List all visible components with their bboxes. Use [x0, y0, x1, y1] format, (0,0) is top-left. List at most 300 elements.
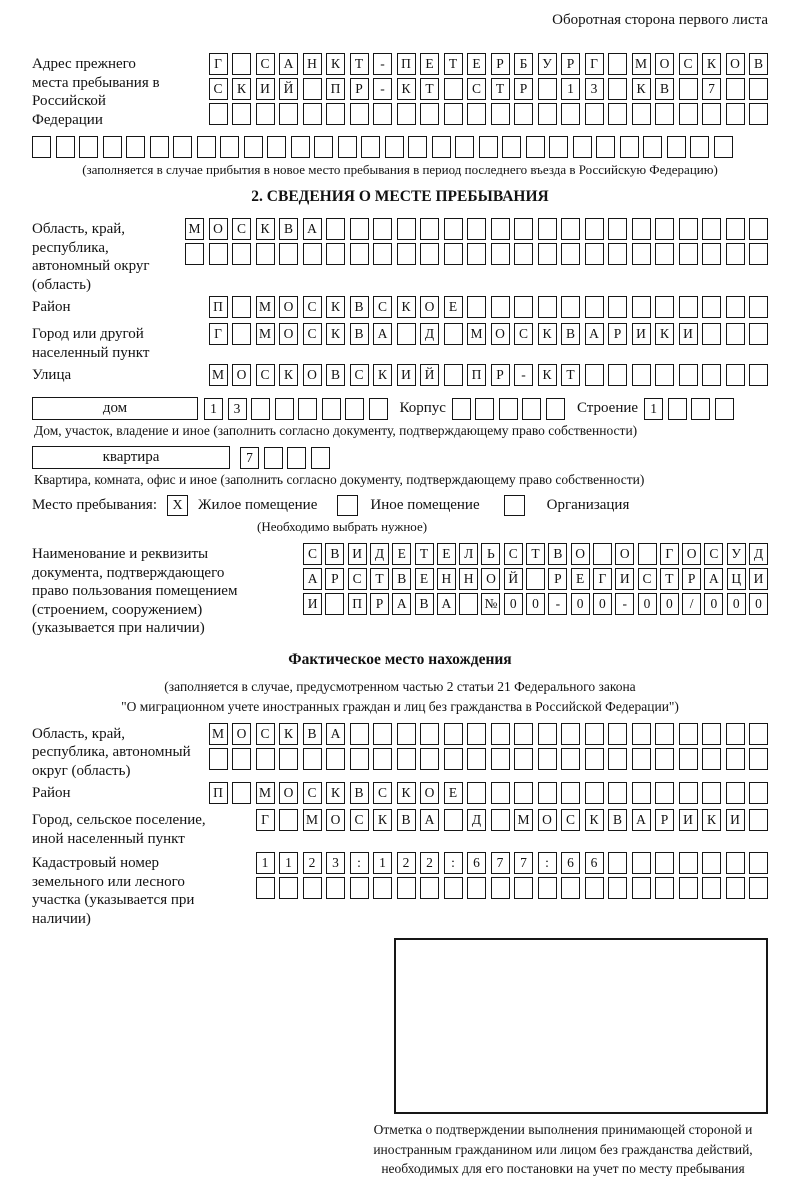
char-box[interactable] — [585, 782, 604, 804]
char-box[interactable]: Г — [256, 809, 275, 831]
char-box[interactable]: / — [682, 593, 701, 615]
char-box[interactable]: Т — [444, 53, 463, 75]
char-box[interactable]: Д — [467, 809, 486, 831]
char-box[interactable] — [232, 53, 251, 75]
char-box[interactable] — [244, 136, 263, 158]
char-box[interactable] — [373, 877, 392, 899]
char-box[interactable] — [408, 136, 427, 158]
char-box[interactable] — [702, 364, 721, 386]
char-box[interactable] — [608, 364, 627, 386]
char-box[interactable]: Р — [370, 593, 389, 615]
char-box[interactable] — [256, 243, 275, 265]
char-box[interactable]: А — [279, 53, 298, 75]
char-box[interactable]: 6 — [467, 852, 486, 874]
char-box[interactable] — [232, 748, 251, 770]
house-type-box[interactable]: дом — [32, 397, 198, 420]
char-box[interactable] — [369, 398, 388, 420]
char-box[interactable]: О — [571, 543, 590, 565]
char-box[interactable] — [632, 103, 651, 125]
char-box[interactable] — [679, 364, 698, 386]
char-box[interactable]: Н — [437, 568, 456, 590]
char-box[interactable]: М — [303, 809, 322, 831]
char-box[interactable] — [251, 398, 270, 420]
char-box[interactable]: Е — [571, 568, 590, 590]
char-box[interactable] — [726, 323, 745, 345]
char-box[interactable] — [638, 543, 657, 565]
char-box[interactable] — [397, 323, 416, 345]
char-box[interactable]: В — [392, 568, 411, 590]
char-box[interactable]: К — [538, 364, 557, 386]
char-box[interactable] — [679, 877, 698, 899]
char-box[interactable]: М — [185, 218, 204, 240]
char-box[interactable] — [608, 782, 627, 804]
char-box[interactable] — [632, 723, 651, 745]
char-box[interactable]: 7 — [491, 852, 510, 874]
char-box[interactable]: С — [303, 782, 322, 804]
char-box[interactable] — [632, 218, 651, 240]
char-box[interactable] — [679, 852, 698, 874]
char-box[interactable] — [655, 877, 674, 899]
char-box[interactable] — [514, 103, 533, 125]
char-box[interactable]: Е — [420, 53, 439, 75]
char-box[interactable] — [702, 218, 721, 240]
char-box[interactable] — [538, 877, 557, 899]
char-box[interactable]: В — [279, 218, 298, 240]
char-box[interactable]: К — [232, 78, 251, 100]
char-box[interactable] — [702, 852, 721, 874]
char-box[interactable] — [232, 103, 251, 125]
char-box[interactable]: С — [504, 543, 523, 565]
char-box[interactable]: С — [373, 782, 392, 804]
char-box[interactable]: С — [256, 53, 275, 75]
char-box[interactable]: 3 — [326, 852, 345, 874]
char-box[interactable] — [561, 723, 580, 745]
char-box[interactable]: П — [209, 296, 228, 318]
char-box[interactable] — [655, 243, 674, 265]
char-box[interactable] — [585, 364, 604, 386]
char-box[interactable] — [209, 103, 228, 125]
char-box[interactable] — [467, 243, 486, 265]
char-box[interactable] — [655, 782, 674, 804]
char-box[interactable] — [632, 243, 651, 265]
char-box[interactable] — [632, 782, 651, 804]
char-box[interactable] — [702, 296, 721, 318]
char-box[interactable] — [444, 364, 463, 386]
char-box[interactable]: Г — [593, 568, 612, 590]
char-box[interactable]: 7 — [240, 447, 259, 469]
char-box[interactable]: И — [397, 364, 416, 386]
char-box[interactable]: Д — [749, 543, 768, 565]
char-box[interactable]: Р — [491, 364, 510, 386]
char-box[interactable] — [561, 877, 580, 899]
char-box[interactable]: № — [481, 593, 500, 615]
char-box[interactable]: - — [373, 53, 392, 75]
char-box[interactable] — [749, 877, 768, 899]
char-box[interactable]: К — [326, 53, 345, 75]
char-box[interactable]: А — [392, 593, 411, 615]
char-box[interactable] — [350, 748, 369, 770]
char-box[interactable]: Т — [526, 543, 545, 565]
char-box[interactable] — [526, 136, 545, 158]
char-box[interactable] — [679, 782, 698, 804]
char-box[interactable] — [561, 296, 580, 318]
char-box[interactable] — [690, 136, 709, 158]
char-box[interactable]: С — [514, 323, 533, 345]
char-box[interactable] — [749, 723, 768, 745]
char-box[interactable] — [702, 748, 721, 770]
char-box[interactable] — [420, 103, 439, 125]
char-box[interactable] — [514, 243, 533, 265]
char-box[interactable]: К — [279, 364, 298, 386]
char-box[interactable] — [514, 877, 533, 899]
char-box[interactable] — [491, 782, 510, 804]
char-box[interactable] — [279, 748, 298, 770]
char-box[interactable] — [726, 78, 745, 100]
char-box[interactable] — [444, 809, 463, 831]
char-box[interactable] — [546, 398, 565, 420]
char-box[interactable]: В — [397, 809, 416, 831]
char-box[interactable]: : — [444, 852, 463, 874]
char-box[interactable] — [749, 782, 768, 804]
char-box[interactable] — [232, 296, 251, 318]
char-box[interactable]: С — [350, 364, 369, 386]
char-box[interactable]: П — [348, 593, 367, 615]
char-box[interactable]: А — [632, 809, 651, 831]
char-box[interactable] — [514, 218, 533, 240]
char-box[interactable] — [514, 782, 533, 804]
char-box[interactable]: К — [397, 78, 416, 100]
char-box[interactable]: Г — [585, 53, 604, 75]
char-box[interactable] — [499, 398, 518, 420]
char-box[interactable]: С — [679, 53, 698, 75]
char-box[interactable]: К — [632, 78, 651, 100]
char-box[interactable] — [220, 136, 239, 158]
char-box[interactable] — [702, 782, 721, 804]
char-box[interactable]: - — [373, 78, 392, 100]
char-box[interactable]: В — [415, 593, 434, 615]
char-box[interactable]: И — [749, 568, 768, 590]
char-box[interactable]: М — [256, 782, 275, 804]
char-box[interactable] — [655, 218, 674, 240]
char-box[interactable] — [491, 723, 510, 745]
char-box[interactable]: Т — [370, 568, 389, 590]
char-box[interactable] — [279, 877, 298, 899]
char-box[interactable]: И — [679, 323, 698, 345]
char-box[interactable] — [303, 103, 322, 125]
char-box[interactable]: П — [467, 364, 486, 386]
char-box[interactable] — [150, 136, 169, 158]
char-box[interactable]: 1 — [279, 852, 298, 874]
char-box[interactable]: С — [348, 568, 367, 590]
char-box[interactable] — [444, 323, 463, 345]
char-box[interactable] — [397, 723, 416, 745]
char-box[interactable] — [561, 218, 580, 240]
char-box[interactable] — [475, 398, 494, 420]
char-box[interactable]: Р — [350, 78, 369, 100]
char-box[interactable] — [502, 136, 521, 158]
char-box[interactable] — [573, 136, 592, 158]
char-box[interactable] — [702, 103, 721, 125]
char-box[interactable]: К — [373, 809, 392, 831]
char-box[interactable]: С — [303, 323, 322, 345]
char-box[interactable]: Ц — [727, 568, 746, 590]
char-box[interactable] — [232, 243, 251, 265]
char-box[interactable] — [514, 748, 533, 770]
char-box[interactable] — [420, 748, 439, 770]
char-box[interactable]: 0 — [704, 593, 723, 615]
char-box[interactable] — [538, 296, 557, 318]
char-box[interactable] — [749, 296, 768, 318]
char-box[interactable] — [325, 593, 344, 615]
char-box[interactable]: 7 — [514, 852, 533, 874]
char-box[interactable]: О — [420, 296, 439, 318]
char-box[interactable]: К — [538, 323, 557, 345]
char-box[interactable] — [749, 809, 768, 831]
char-box[interactable]: В — [350, 296, 369, 318]
char-box[interactable]: А — [437, 593, 456, 615]
char-box[interactable]: П — [397, 53, 416, 75]
char-box[interactable]: О — [232, 723, 251, 745]
char-box[interactable]: Д — [370, 543, 389, 565]
char-box[interactable] — [459, 593, 478, 615]
char-box[interactable] — [287, 447, 306, 469]
char-box[interactable]: : — [350, 852, 369, 874]
char-box[interactable] — [56, 136, 75, 158]
char-box[interactable] — [275, 398, 294, 420]
char-box[interactable] — [350, 218, 369, 240]
char-box[interactable] — [538, 723, 557, 745]
char-box[interactable] — [420, 218, 439, 240]
char-box[interactable] — [350, 243, 369, 265]
char-box[interactable]: О — [279, 782, 298, 804]
char-box[interactable]: И — [615, 568, 634, 590]
char-box[interactable]: В — [350, 323, 369, 345]
char-box[interactable] — [397, 103, 416, 125]
char-box[interactable] — [373, 218, 392, 240]
char-box[interactable]: 0 — [638, 593, 657, 615]
char-box[interactable] — [467, 877, 486, 899]
char-box[interactable]: Т — [415, 543, 434, 565]
char-box[interactable]: Т — [350, 53, 369, 75]
char-box[interactable]: 1 — [256, 852, 275, 874]
char-box[interactable] — [279, 243, 298, 265]
char-box[interactable]: Е — [444, 782, 463, 804]
char-box[interactable] — [209, 748, 228, 770]
char-box[interactable] — [585, 748, 604, 770]
char-box[interactable] — [256, 748, 275, 770]
char-box[interactable] — [173, 136, 192, 158]
char-box[interactable] — [655, 748, 674, 770]
char-box[interactable] — [726, 723, 745, 745]
char-box[interactable] — [585, 296, 604, 318]
char-box[interactable] — [185, 243, 204, 265]
char-box[interactable]: С — [303, 543, 322, 565]
char-box[interactable]: О — [279, 296, 298, 318]
char-box[interactable]: И — [256, 78, 275, 100]
char-box[interactable]: М — [632, 53, 651, 75]
char-box[interactable] — [491, 809, 510, 831]
char-box[interactable]: С — [303, 296, 322, 318]
char-box[interactable] — [749, 323, 768, 345]
char-box[interactable]: С — [232, 218, 251, 240]
char-box[interactable] — [702, 243, 721, 265]
char-box[interactable] — [373, 748, 392, 770]
char-box[interactable] — [522, 398, 541, 420]
char-box[interactable] — [655, 852, 674, 874]
char-box[interactable]: А — [373, 323, 392, 345]
char-box[interactable]: О — [326, 809, 345, 831]
char-box[interactable]: М — [209, 723, 228, 745]
char-box[interactable]: Й — [420, 364, 439, 386]
char-box[interactable] — [322, 398, 341, 420]
char-box[interactable] — [715, 398, 734, 420]
char-box[interactable] — [726, 243, 745, 265]
char-box[interactable]: О — [726, 53, 745, 75]
char-box[interactable] — [397, 218, 416, 240]
char-box[interactable] — [655, 296, 674, 318]
char-box[interactable] — [714, 136, 733, 158]
char-box[interactable]: Т — [660, 568, 679, 590]
char-box[interactable] — [632, 296, 651, 318]
char-box[interactable]: С — [256, 364, 275, 386]
char-box[interactable]: К — [655, 323, 674, 345]
char-box[interactable] — [444, 877, 463, 899]
char-box[interactable]: 3 — [228, 398, 247, 420]
char-box[interactable] — [749, 243, 768, 265]
char-box[interactable]: Л — [459, 543, 478, 565]
char-box[interactable]: Е — [467, 53, 486, 75]
char-box[interactable] — [679, 296, 698, 318]
char-box[interactable] — [420, 877, 439, 899]
char-box[interactable] — [726, 218, 745, 240]
char-box[interactable] — [467, 218, 486, 240]
char-box[interactable] — [444, 748, 463, 770]
char-box[interactable] — [126, 136, 145, 158]
char-box[interactable] — [585, 877, 604, 899]
char-box[interactable] — [291, 136, 310, 158]
char-box[interactable] — [561, 782, 580, 804]
char-box[interactable] — [561, 243, 580, 265]
char-box[interactable] — [491, 296, 510, 318]
char-box[interactable] — [596, 136, 615, 158]
char-box[interactable] — [691, 398, 710, 420]
char-box[interactable] — [726, 782, 745, 804]
char-box[interactable] — [749, 218, 768, 240]
char-box[interactable]: В — [326, 364, 345, 386]
char-box[interactable] — [397, 243, 416, 265]
char-box[interactable] — [538, 782, 557, 804]
char-box[interactable] — [608, 243, 627, 265]
char-box[interactable] — [420, 723, 439, 745]
char-box[interactable] — [467, 103, 486, 125]
char-box[interactable] — [608, 852, 627, 874]
char-box[interactable] — [326, 243, 345, 265]
char-box[interactable]: И — [632, 323, 651, 345]
char-box[interactable]: И — [679, 809, 698, 831]
char-box[interactable] — [514, 723, 533, 745]
char-box[interactable] — [444, 243, 463, 265]
char-box[interactable] — [279, 809, 298, 831]
char-box[interactable] — [643, 136, 662, 158]
char-box[interactable]: Е — [392, 543, 411, 565]
char-box[interactable] — [667, 136, 686, 158]
char-box[interactable]: И — [303, 593, 322, 615]
char-box[interactable] — [373, 243, 392, 265]
char-box[interactable] — [232, 323, 251, 345]
char-box[interactable] — [561, 103, 580, 125]
char-box[interactable]: Е — [444, 296, 463, 318]
char-box[interactable]: - — [514, 364, 533, 386]
char-box[interactable]: 0 — [571, 593, 590, 615]
char-box[interactable] — [702, 723, 721, 745]
char-box[interactable] — [538, 103, 557, 125]
char-box[interactable] — [279, 103, 298, 125]
char-box[interactable] — [679, 218, 698, 240]
char-box[interactable] — [479, 136, 498, 158]
char-box[interactable]: Р — [561, 53, 580, 75]
char-box[interactable]: П — [326, 78, 345, 100]
char-box[interactable]: Т — [561, 364, 580, 386]
char-box[interactable]: В — [749, 53, 768, 75]
char-box[interactable] — [397, 748, 416, 770]
char-box[interactable] — [749, 78, 768, 100]
char-box[interactable]: М — [256, 323, 275, 345]
char-box[interactable]: В — [350, 782, 369, 804]
char-box[interactable] — [491, 748, 510, 770]
char-box[interactable]: 6 — [585, 852, 604, 874]
char-box[interactable]: Т — [420, 78, 439, 100]
char-box[interactable]: А — [420, 809, 439, 831]
char-box[interactable] — [303, 243, 322, 265]
char-box[interactable]: С — [704, 543, 723, 565]
char-box[interactable]: В — [561, 323, 580, 345]
char-box[interactable] — [326, 218, 345, 240]
char-box[interactable]: С — [373, 296, 392, 318]
char-box[interactable]: Б — [514, 53, 533, 75]
char-box[interactable]: К — [373, 364, 392, 386]
char-box[interactable]: Р — [325, 568, 344, 590]
char-box[interactable]: У — [538, 53, 557, 75]
char-box[interactable] — [608, 748, 627, 770]
char-box[interactable]: 2 — [420, 852, 439, 874]
char-box[interactable] — [264, 447, 283, 469]
char-box[interactable]: Е — [437, 543, 456, 565]
char-box[interactable] — [726, 296, 745, 318]
char-box[interactable] — [491, 243, 510, 265]
char-box[interactable]: Г — [209, 53, 228, 75]
char-box[interactable] — [726, 364, 745, 386]
char-box[interactable] — [232, 782, 251, 804]
stay-type-checkbox-organization[interactable] — [504, 495, 525, 516]
char-box[interactable] — [679, 243, 698, 265]
char-box[interactable]: 1 — [373, 852, 392, 874]
char-box[interactable]: О — [303, 364, 322, 386]
char-box[interactable] — [444, 103, 463, 125]
char-box[interactable]: 6 — [561, 852, 580, 874]
char-box[interactable]: 7 — [702, 78, 721, 100]
char-box[interactable] — [726, 852, 745, 874]
char-box[interactable]: 2 — [303, 852, 322, 874]
char-box[interactable] — [397, 877, 416, 899]
char-box[interactable]: А — [326, 723, 345, 745]
char-box[interactable]: А — [303, 568, 322, 590]
char-box[interactable] — [338, 136, 357, 158]
char-box[interactable]: К — [397, 782, 416, 804]
char-box[interactable]: 0 — [593, 593, 612, 615]
char-box[interactable] — [420, 243, 439, 265]
char-box[interactable] — [314, 136, 333, 158]
char-box[interactable] — [256, 103, 275, 125]
